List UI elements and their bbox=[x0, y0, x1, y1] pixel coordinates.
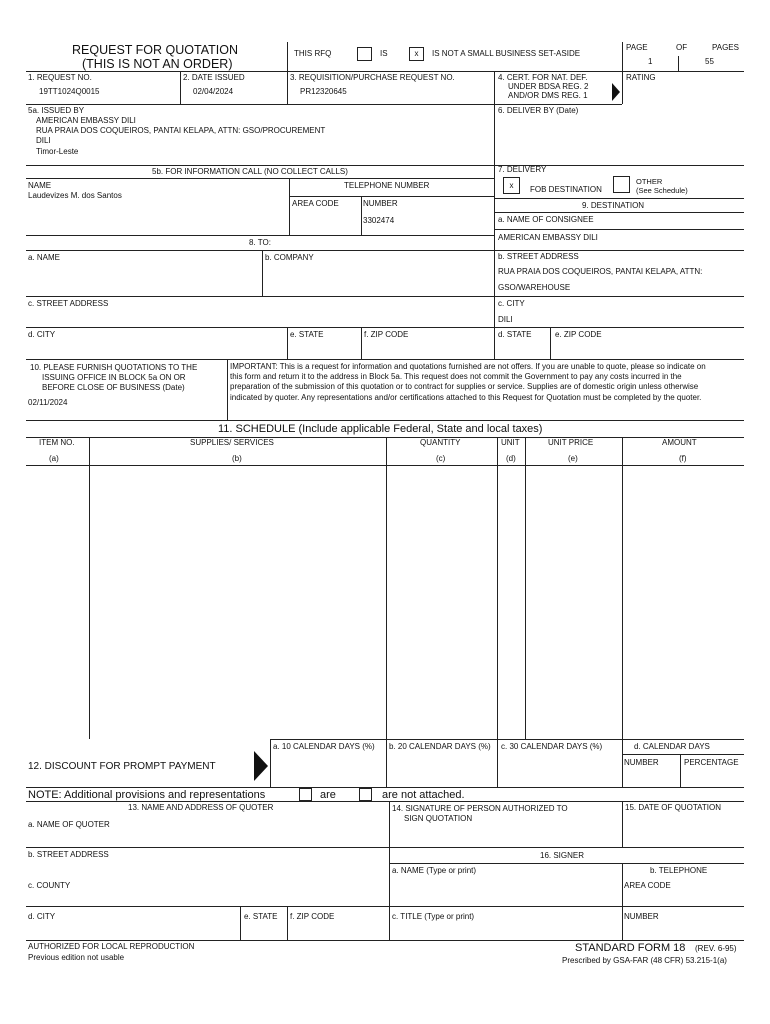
info-call-label: 5b. FOR INFORMATION CALL (NO COLLECT CALLS) bbox=[152, 167, 348, 176]
rule bbox=[26, 327, 744, 328]
dest-street-line: GSO/WAREHOUSE bbox=[498, 283, 571, 292]
rule bbox=[389, 801, 390, 940]
phone-number-value: 3302474 bbox=[363, 216, 395, 225]
rule bbox=[289, 196, 494, 197]
rule bbox=[622, 863, 623, 940]
rule bbox=[180, 71, 181, 104]
rule bbox=[26, 250, 744, 251]
column-key: (b) bbox=[232, 454, 242, 463]
check-mark: x bbox=[509, 181, 514, 190]
dest-city-value: DILI bbox=[498, 315, 513, 324]
page-number: 1 bbox=[648, 57, 653, 66]
rule bbox=[622, 754, 744, 755]
consignee-label: a. NAME OF CONSIGNEE bbox=[498, 215, 594, 224]
requisition-value: PR12320645 bbox=[300, 87, 347, 96]
contact-name-value: Laudevizes M. dos Santos bbox=[28, 191, 122, 200]
furnish-quotations-label: 10. PLEASE FURNISH QUOTATIONS TO THE bbox=[30, 363, 198, 372]
furnish-quotations-label: BEFORE CLOSE OF BUSINESS (Date) bbox=[42, 383, 185, 392]
rule bbox=[26, 801, 744, 802]
quoter-street-label: b. STREET ADDRESS bbox=[28, 850, 109, 859]
to-label: 8. TO: bbox=[249, 238, 271, 247]
request-no-label: 1. REQUEST NO. bbox=[28, 73, 92, 82]
form-name: STANDARD FORM 18 bbox=[575, 942, 686, 954]
rule bbox=[497, 437, 498, 787]
signer-telephone-label: b. TELEPHONE bbox=[650, 866, 708, 875]
column-header: UNIT bbox=[501, 438, 520, 447]
rule bbox=[525, 437, 526, 739]
rule bbox=[361, 327, 362, 359]
consignee-value: AMERICAN EMBASSY DILI bbox=[498, 233, 598, 242]
arrow-icon bbox=[254, 751, 268, 781]
date-issued-label: 2. DATE ISSUED bbox=[183, 73, 245, 82]
form-revision: (REV. 6-95) bbox=[695, 944, 737, 953]
signer-name-label: a. NAME (Type or print) bbox=[392, 866, 477, 875]
rule bbox=[389, 863, 744, 864]
column-header: SUPPLIES/ SERVICES bbox=[190, 438, 274, 447]
area-code-label: AREA CODE bbox=[292, 199, 339, 208]
cert-label-3: AND/OR DMS REG. 1 bbox=[508, 91, 588, 100]
to-name-label: a. NAME bbox=[28, 253, 61, 262]
this-rfq-label: THIS RFQ bbox=[294, 49, 332, 58]
arrow-icon bbox=[612, 83, 620, 101]
column-header: UNIT PRICE bbox=[548, 438, 594, 447]
column-key: (a) bbox=[49, 454, 59, 463]
are-not-attached-label: are not attached. bbox=[382, 789, 465, 801]
of-label: OF bbox=[676, 43, 688, 52]
rule bbox=[622, 437, 623, 787]
rule bbox=[26, 465, 744, 466]
form-title: REQUEST FOR QUOTATION bbox=[72, 43, 238, 57]
rule bbox=[26, 940, 744, 941]
to-street-label: c. STREET ADDRESS bbox=[28, 299, 109, 308]
quoter-county-label: c. COUNTY bbox=[28, 881, 71, 890]
date-issued-value: 02/04/2024 bbox=[193, 87, 234, 96]
issued-by-line: Timor-Leste bbox=[36, 147, 79, 156]
are-label: are bbox=[320, 789, 336, 801]
signer-area-code-label: AREA CODE bbox=[624, 881, 671, 890]
rule bbox=[26, 787, 744, 788]
rule bbox=[680, 754, 681, 787]
rule bbox=[262, 250, 263, 296]
rule bbox=[26, 235, 494, 236]
discount-30-days-label: c. 30 CALENDAR DAYS (%) bbox=[501, 742, 603, 751]
footer-authorized: AUTHORIZED FOR LOCAL REPRODUCTION bbox=[28, 942, 195, 951]
column-key: (e) bbox=[568, 454, 578, 463]
rule bbox=[26, 359, 744, 360]
discount-20-days-label: b. 20 CALENDAR DAYS (%) bbox=[389, 742, 491, 751]
quoter-zip-label: f. ZIP CODE bbox=[290, 912, 335, 921]
date-of-quotation-label: 15. DATE OF QUOTATION bbox=[625, 803, 722, 812]
rule bbox=[26, 906, 744, 907]
rule bbox=[240, 906, 241, 940]
quoter-section-label: 13. NAME AND ADDRESS OF QUOTER bbox=[128, 803, 274, 812]
signature-label: SIGN QUOTATION bbox=[404, 814, 473, 823]
discount-calendar-days-label: d. CALENDAR DAYS bbox=[634, 742, 710, 751]
dest-street-label: b. STREET ADDRESS bbox=[498, 252, 579, 261]
column-header: ITEM NO. bbox=[39, 438, 75, 447]
signer-title-label: c. TITLE (Type or print) bbox=[392, 912, 475, 921]
dest-city-label: c. CITY bbox=[498, 299, 525, 308]
rule bbox=[26, 296, 744, 297]
column-header: QUANTITY bbox=[420, 438, 461, 447]
quoter-city-label: d. CITY bbox=[28, 912, 56, 921]
other-label: OTHER bbox=[636, 177, 663, 186]
to-city-label: d. CITY bbox=[28, 330, 56, 339]
prescribed-by: Prescribed by GSA-FAR (48 CFR) 53.215-1(a) bbox=[562, 956, 727, 965]
contact-name-label: NAME bbox=[28, 181, 52, 190]
rule bbox=[622, 801, 623, 847]
rule bbox=[89, 437, 90, 739]
issued-by-line: RUA PRAIA DOS COQUEIROS, PANTAI KELAPA, ATTN: GSO/PROCUREMENT bbox=[36, 126, 326, 135]
rule bbox=[26, 104, 622, 105]
issued-by-line: DILI bbox=[36, 136, 51, 145]
rule bbox=[287, 42, 288, 104]
dest-state-label: d. STATE bbox=[498, 330, 532, 339]
request-no-value: 19TT1024Q0015 bbox=[39, 87, 100, 96]
rule bbox=[26, 71, 744, 72]
signer-number-label: NUMBER bbox=[624, 912, 659, 921]
rule bbox=[622, 42, 623, 104]
rule bbox=[550, 327, 551, 359]
discount-10-days-label: a. 10 CALENDAR DAYS (%) bbox=[273, 742, 375, 751]
rule bbox=[227, 359, 228, 420]
cert-label-1: 4. CERT. FOR NAT. DEF. bbox=[498, 73, 588, 82]
destination-label: 9. DESTINATION bbox=[582, 201, 645, 210]
check-mark: x bbox=[414, 49, 419, 58]
rule bbox=[361, 196, 362, 235]
signature-label: 14. SIGNATURE OF PERSON AUTHORIZED TO bbox=[392, 804, 568, 813]
to-state-label: e. STATE bbox=[290, 330, 324, 339]
requisition-label: 3. REQUISITION/PURCHASE REQUEST NO. bbox=[290, 73, 455, 82]
is-not-setaside-label: IS NOT A SMALL BUSINESS SET-ASIDE bbox=[432, 49, 581, 58]
issued-by-line: AMERICAN EMBASSY DILI bbox=[36, 116, 136, 125]
rule bbox=[678, 56, 679, 71]
discount-label: 12. DISCOUNT FOR PROMPT PAYMENT bbox=[28, 761, 216, 772]
dest-street-line: RUA PRAIA DOS COQUEIROS, PANTAI KELAPA, ATTN: bbox=[498, 267, 703, 276]
pages-label: PAGES bbox=[712, 43, 739, 52]
rule bbox=[26, 165, 744, 166]
column-key: (d) bbox=[506, 454, 516, 463]
provisions-are-not-checkbox[interactable] bbox=[359, 788, 372, 801]
fob-destination-label: FOB DESTINATION bbox=[530, 185, 602, 194]
form-subtitle: (THIS IS NOT AN ORDER) bbox=[82, 57, 233, 71]
rule bbox=[26, 847, 744, 848]
setaside-is-checkbox[interactable] bbox=[357, 47, 372, 61]
setaside-is-not-checkbox[interactable] bbox=[409, 47, 424, 61]
quoter-name-label: a. NAME OF QUOTER bbox=[28, 820, 110, 829]
total-pages: 55 bbox=[705, 57, 714, 66]
quotation-due-date: 02/11/2024 bbox=[28, 398, 68, 407]
provisions-are-checkbox[interactable] bbox=[299, 788, 312, 801]
dest-zip-label: e. ZIP CODE bbox=[555, 330, 602, 339]
see-schedule-label: (See Schedule) bbox=[636, 186, 688, 195]
quoter-state-label: e. STATE bbox=[244, 912, 278, 921]
telephone-label: TELEPHONE NUMBER bbox=[344, 181, 430, 190]
phone-number-label: NUMBER bbox=[363, 199, 398, 208]
rule bbox=[289, 178, 290, 235]
rule bbox=[26, 420, 744, 421]
to-company-label: b. COMPANY bbox=[265, 253, 314, 262]
page-label: PAGE bbox=[626, 43, 648, 52]
schedule-title: 11. SCHEDULE (Include applicable Federal, State and local taxes) bbox=[218, 423, 543, 435]
column-header: AMOUNT bbox=[662, 438, 697, 447]
rule bbox=[494, 71, 495, 359]
fob-destination-checkbox[interactable] bbox=[503, 177, 520, 194]
furnish-quotations-label: ISSUING OFFICE IN BLOCK 5a ON OR bbox=[42, 373, 186, 382]
rule bbox=[386, 437, 387, 787]
delivery-label: 7. DELIVERY bbox=[498, 165, 547, 174]
footer-previous-edition: Previous edition not usable bbox=[28, 953, 125, 962]
discount-percentage-label: PERCENTAGE bbox=[684, 758, 739, 767]
cert-label-2: UNDER BDSA REG. 2 bbox=[508, 82, 589, 91]
rule bbox=[26, 437, 744, 438]
deliver-by-label: 6. DELIVER BY (Date) bbox=[498, 106, 579, 115]
signer-label: 16. SIGNER bbox=[540, 851, 585, 860]
note-label: NOTE: Additional provisions and representations bbox=[28, 789, 266, 801]
rule bbox=[287, 327, 288, 359]
discount-number-label: NUMBER bbox=[624, 758, 659, 767]
rule bbox=[270, 739, 271, 787]
rule bbox=[287, 906, 288, 940]
rule bbox=[270, 739, 744, 740]
issued-by-label: 5a. ISSUED BY bbox=[28, 106, 85, 115]
rule bbox=[494, 212, 744, 213]
rule bbox=[26, 178, 494, 179]
column-key: (c) bbox=[436, 454, 446, 463]
to-zip-label: f. ZIP CODE bbox=[364, 330, 409, 339]
column-key: (f) bbox=[679, 454, 687, 463]
rule bbox=[494, 229, 744, 230]
important-notice: IMPORTANT: This is a request for information and quotations furnished are not offers. If you are unable to quote, please so indicate on this form and return it to the address in Block 5a. This request does not commit the Government to pay any costs incurred in the preparation of the submission of this quotation or to contract for supplies or service. Supplies are of domestic origin unless otherwise indicated by quoter. Any representations and/or certifications attached to this Request for Quotation must be completed by the quoter. bbox=[230, 362, 706, 402]
other-delivery-checkbox[interactable] bbox=[613, 176, 630, 193]
is-label: IS bbox=[380, 49, 388, 58]
rule bbox=[494, 198, 744, 199]
rating-label: RATING bbox=[626, 73, 656, 82]
